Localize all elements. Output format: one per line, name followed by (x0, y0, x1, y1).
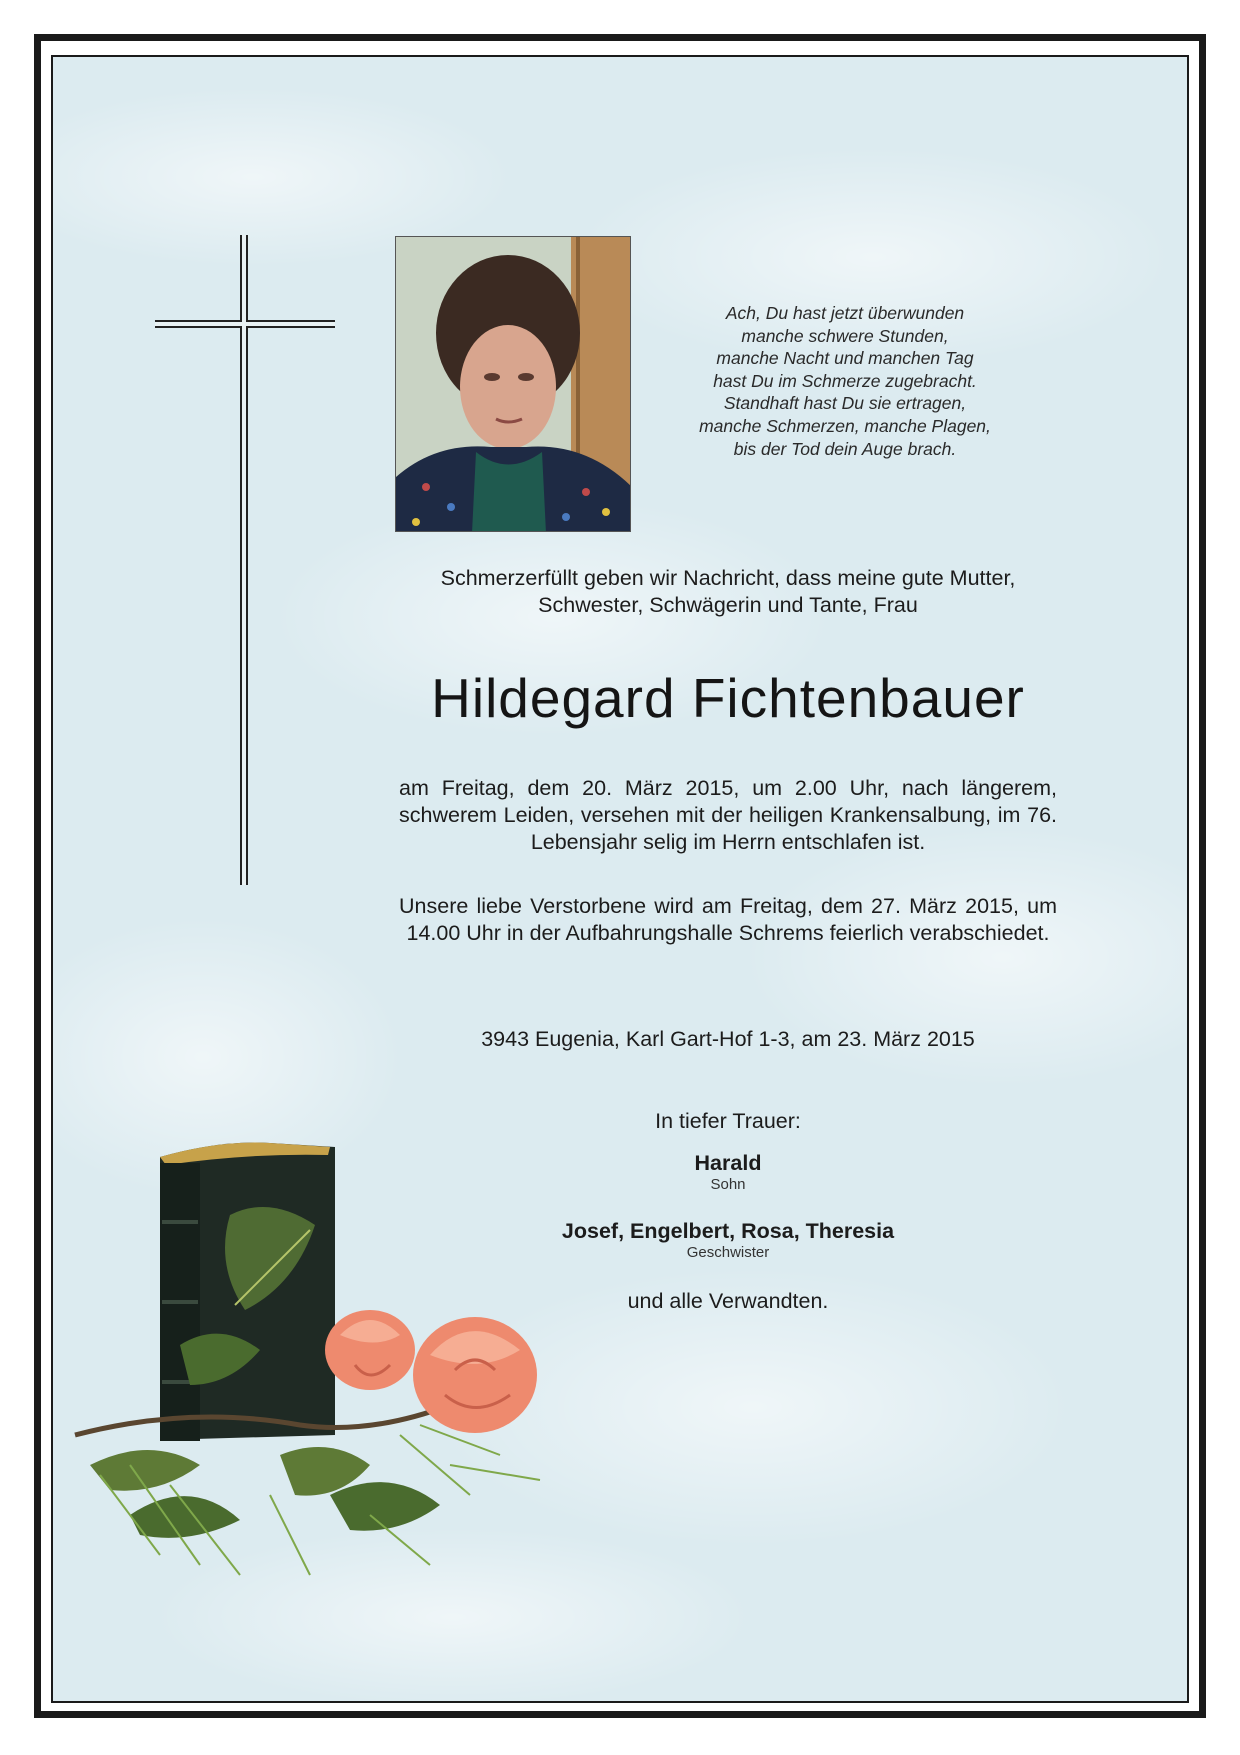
intro-line: Schwester, Schwägerin und Tante, Frau (538, 593, 918, 617)
mourner-relation: Sohn (710, 1176, 746, 1193)
deceased-name: Hildegard Fichtenbauer (431, 667, 1025, 729)
poem-line: manche Schmerzen, manche Plagen, (699, 415, 991, 436)
poem-line: Standhaft hast Du sie ertragen, (723, 393, 967, 414)
poem-line: manche schwere Stunden, (741, 325, 949, 346)
poem-line: bis der Tod dein Auge brach. (733, 438, 957, 459)
poem-line: manche Nacht und manchen Tag (716, 348, 974, 369)
poem-line: Ach, Du hast jetzt überwunden (725, 303, 965, 323)
intro-text (399, 565, 1057, 619)
portrait-photo (395, 236, 631, 532)
closing-text: und alle Verwandten. (627, 1289, 829, 1313)
mourners-label: In tiefer Trauer: (655, 1109, 801, 1133)
mourner-name: Josef, Engelbert, Rosa, Theresia (561, 1219, 895, 1243)
mourner-name: Harald (694, 1151, 762, 1175)
place-date: 3943 Eugenia, Karl Gart-Hof 1-3, am 23. März 2015 (481, 1027, 975, 1051)
intro-line: Schmerzerfüllt geben wir Nachricht, dass meine gute Mutter, (440, 566, 1016, 590)
cross-icon (155, 235, 335, 885)
funeral-notice: Unsere liebe Verstorbene wird am Freitag, dem 27. März 2015, um 14.00 Uhr in der Aufbahrungshalle Schrems feierlich verabschiedet. (399, 894, 1057, 945)
poem (655, 302, 1035, 460)
book-roses-illustration (70, 1135, 630, 1595)
poem-line: hast Du im Schmerze zugebracht. (713, 370, 977, 391)
mourner-relation: Geschwister (686, 1244, 770, 1261)
death-notice: am Freitag, dem 20. März 2015, um 2.00 Uhr, nach längerem, schwerem Leiden, versehen mit der heiligen Krankensalbung, im 76. Lebensjahr selig im Herrn entschlafen ist. (399, 776, 1057, 854)
